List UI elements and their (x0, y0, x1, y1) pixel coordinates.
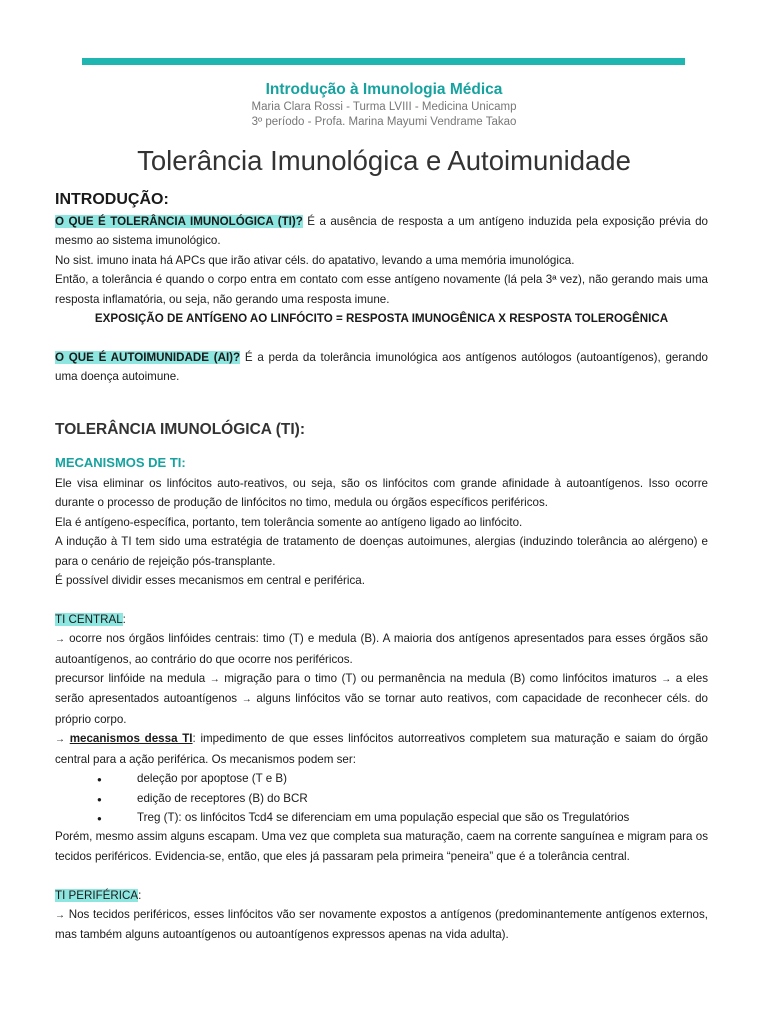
ti-central-label-line (55, 610, 708, 629)
arrow-icon: → (55, 634, 65, 646)
central-text-1: ocorre nos órgãos linfóides centrais: timo (T) e medula (B). A maioria dos antígenos apresentados para esses órgãos são autoantígenos, ao contrário do que ocorre nos periféricos. (55, 632, 708, 666)
document-title: Tolerância Imunológica e Autoimunidade (137, 145, 631, 176)
question-ti: O QUE É TOLERÂNCIA IMUNOLÓGICA (TI)? (55, 215, 303, 228)
intro-center-line: EXPOSIÇÃO DE ANTÍGENO AO LINFÓCITO = RESPOSTA IMUNOGÊNICA X RESPOSTA TOLEROGÊNICA (94, 312, 669, 326)
central-text-3: : impedimento de que esses linfócitos autorreativos completem sua maturação e saiam do órgão central para a ação periférica. Os mecanismos podem ser: (55, 732, 708, 766)
mechanisms-paragraph-1: Ele visa eliminar os linfócitos auto-reativos, ou seja, são os linfócitos com grande afinidade à autoantígenos. Isso ocorre durante o processo de produção de linfócitos no timo, medula ou órgãos específicos periféricos. (55, 477, 708, 510)
list-item (55, 769, 708, 788)
central-paragraph-4: Porém, mesmo assim alguns escapam. Uma vez que completa sua maturação, caem na corrente sanguínea e migram para os tecidos periféricos. Evidencia-se, então, que eles já passaram pela primeira “peneira” que é a tolerância central. (55, 830, 708, 863)
peripheral-text-1: Nos tecidos periféricos, esses linfócitos vão ser novamente expostos a antígenos (predominantemente antígenos externos, mas também alguns autoantígenos ou autoantígenos expressos apenas na vida adulta). (55, 907, 708, 942)
document-header (0, 80, 768, 130)
answer-ti: É a ausência de resposta a um antígeno induzida pela exposição prévia do mesmo ao sistema imunológico. (55, 215, 708, 248)
central-paragraph-2 (55, 669, 708, 729)
central-paragraph-1 (55, 629, 708, 669)
arrow-icon: → (55, 734, 65, 746)
ti-peripheral-label-line (55, 886, 708, 905)
arrow-icon: → (209, 674, 220, 686)
mechanisms-paragraph-4: É possível dividir esses mecanismos em central e periférica. (55, 574, 365, 588)
ti-peripheral-label: TI PERIFÉRICA (55, 888, 139, 902)
list-item (55, 789, 708, 808)
arrow-icon: → (241, 694, 252, 706)
intro-paragraph-ai (55, 348, 708, 387)
list-item (55, 808, 708, 827)
central-text-2a: precursor linfóide na medula (55, 672, 206, 686)
arrow-icon: → (661, 674, 672, 686)
list-item-text: edição de receptores (B) do BCR (137, 791, 308, 805)
mechanisms-paragraph-3: A indução à TI tem sido uma estratégia de tratamento de doenças autoimunes, alergias (induzindo tolerância ao alérgeno) e para o cenário de rejeição pós-transplante. (55, 535, 708, 568)
list-item-text: Treg (T): os linfócitos Tcd4 se diferenciam em uma população especial que são os Tregulatórios (137, 810, 630, 824)
central-text-2b: migração para o timo (T) ou permanência na medula (B) como linfócitos imaturos (219, 672, 662, 686)
bullet-icon (97, 808, 102, 828)
ti-heading: TOLERÂNCIA IMUNOLÓGICA (TI): (55, 421, 305, 439)
mechanisms-label: mecanismos dessa TI (69, 732, 193, 746)
mechanisms-list (55, 769, 708, 827)
header-accent-bar (82, 58, 685, 65)
arrow-icon: → (55, 909, 65, 921)
central-text-2d: alguns linfócitos vão se tornar auto reativos, com capacidade de reconhecer céls. do próprio corpo. (55, 692, 708, 726)
intro-paragraph-1 (55, 212, 708, 251)
intro-paragraph-3: Então, a tolerância é quando o corpo entra em contato com esse antígeno novamente (lá pela 3ª vez), não gerando mais uma resposta inflamatória, ou seja, não gerando uma resposta imune. (55, 273, 708, 306)
intro-paragraph-2: No sist. imuno inata há APCs que irão ativar céls. do apatativo, levando a uma memória imunológica. (55, 253, 575, 267)
peripheral-paragraph-1 (55, 905, 708, 945)
list-item-text: deleção por apoptose (T e B) (137, 772, 287, 786)
ti-central-label: TI CENTRAL (55, 612, 123, 626)
colon: : (138, 888, 142, 902)
mechanisms-heading: MECANISMOS DE TI: (55, 455, 186, 471)
author-line: Maria Clara Rossi - Turma LVIII - Medicina Unicamp (251, 101, 517, 113)
colon: : (122, 612, 126, 626)
bullet-icon (97, 769, 102, 789)
central-text-2c: a eles serão apresentados autoantígenos (55, 672, 708, 706)
mechanisms-paragraph-2: Ela é antígeno-específica, portanto, tem tolerância somente ao antígeno ligado ao linfócito. (55, 515, 523, 529)
period-line: 3º período - Profa. Marina Mayumi Vendrame Takao (251, 116, 517, 128)
course-title: Introdução à Imunologia Médica (265, 81, 503, 98)
bullet-icon (97, 789, 102, 809)
intro-heading: INTRODUÇÃO: (55, 191, 169, 208)
document-body (55, 188, 708, 945)
answer-ai: É a perda da tolerância imunológica aos antígenos autólogos (autoantígenos), gerando uma doença autoimune. (55, 350, 708, 384)
question-ai: O QUE É AUTOIMUNIDADE (AI)? (55, 350, 241, 364)
central-paragraph-3 (55, 729, 708, 769)
